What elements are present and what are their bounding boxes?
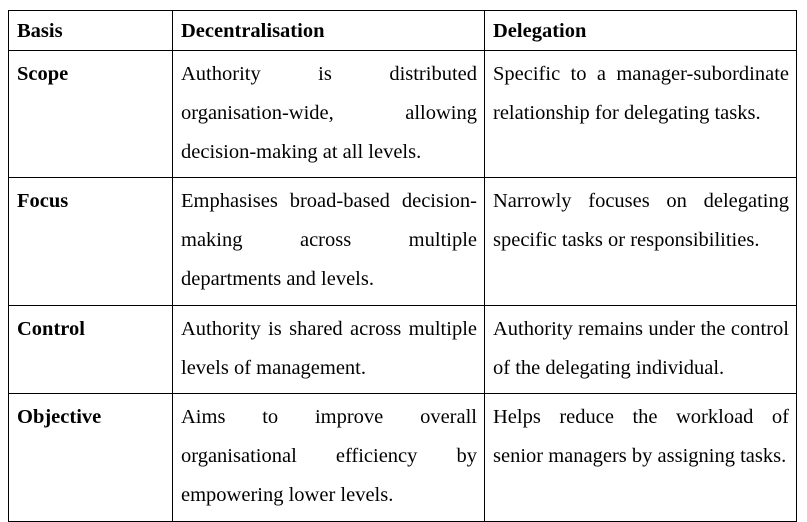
header-basis: Basis: [9, 11, 173, 51]
basis-cell: Objective: [9, 394, 173, 521]
delegation-cell: Specific to a manager-subordinate relationship for delegating tasks.: [485, 51, 797, 178]
decentralisation-cell: Authority is distributed organisation-wide, allowing decision-making at all levels.: [173, 51, 485, 178]
table-row-objective: [9, 394, 797, 521]
basis-cell: Control: [9, 305, 173, 394]
delegation-cell: Authority remains under the control of the delegating individual.: [485, 305, 797, 394]
table-row-focus: [9, 178, 797, 305]
basis-cell: Focus: [9, 178, 173, 305]
header-row: [9, 11, 797, 51]
header-decentralisation: Decentralisation: [173, 11, 485, 51]
table-row-control: [9, 305, 797, 394]
decentralisation-cell: Aims to improve overall organisational efficiency by empowering lower levels.: [173, 394, 485, 521]
delegation-cell: Helps reduce the workload of senior managers by assigning tasks.: [485, 394, 797, 521]
table-row-scope: [9, 51, 797, 178]
decentralisation-cell: Emphasises broad-based decision-making across multiple departments and levels.: [173, 178, 485, 305]
decentralisation-cell: Authority is shared across multiple levels of management.: [173, 305, 485, 394]
comparison-table: [8, 10, 797, 522]
header-delegation: Delegation: [485, 11, 797, 51]
basis-cell: Scope: [9, 51, 173, 178]
delegation-cell: Narrowly focuses on delegating specific tasks or responsibilities.: [485, 178, 797, 305]
